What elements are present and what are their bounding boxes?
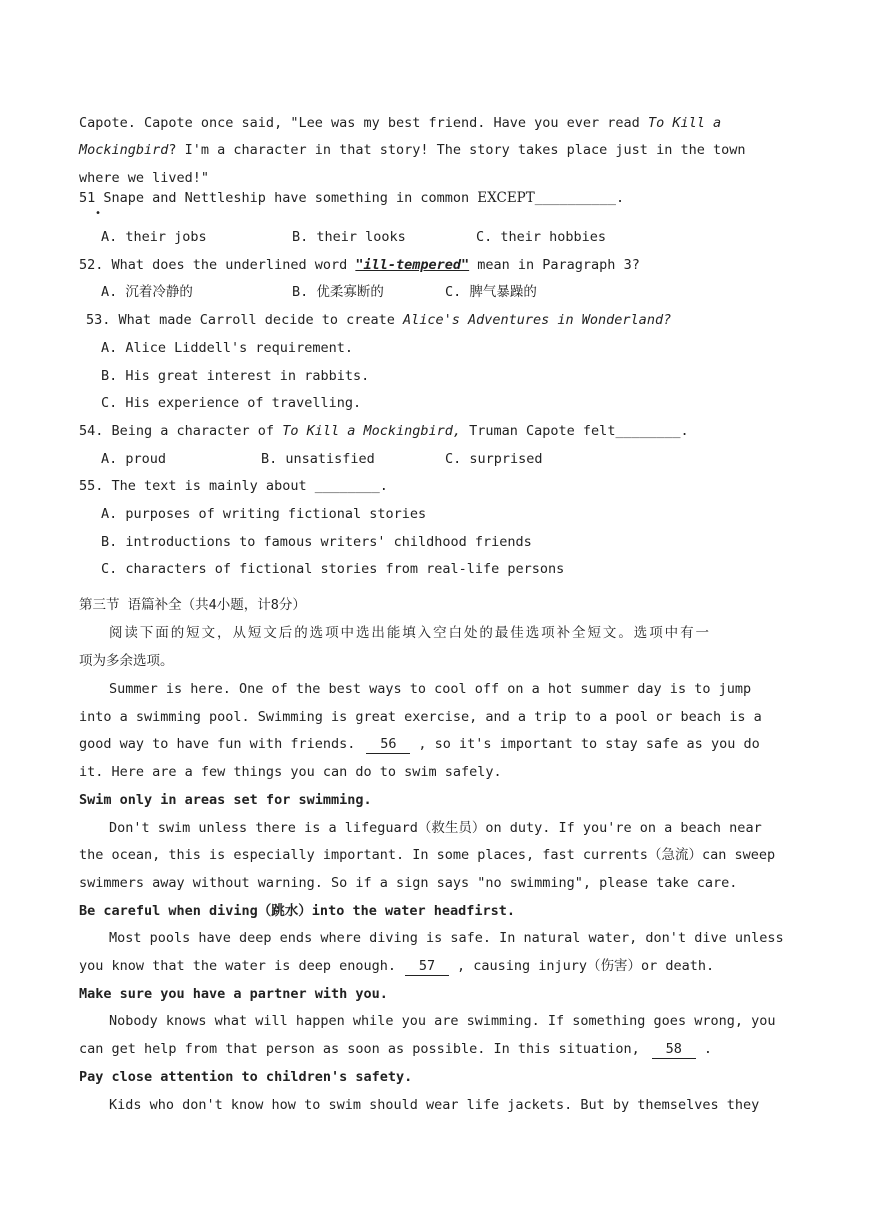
passage-line: Capote. Capote once said, "Lee was my best friend. Have you ever read To Kill a [79, 115, 722, 131]
option-c[interactable]: C. surprised [445, 451, 543, 467]
book-title: To Kill a Mockingbird, [282, 423, 462, 439]
article-line: Nobody knows what will happen while you are swimming. If something goes wrong, you [109, 1013, 776, 1029]
option-c[interactable]: C. their hobbies [476, 229, 607, 245]
blank-57[interactable]: 57 [405, 958, 449, 976]
option-b[interactable]: B. introductions to famous writers' childhood friends [101, 534, 532, 550]
instructions: 阅读下面的短文，从短文后的选项中选出能填入空白处的最佳选项补全短文。选项中有一 [109, 625, 709, 641]
options-54 [101, 449, 731, 469]
option-a[interactable]: A. Alice Liddell's requirement. [101, 340, 353, 356]
book-title: Mockingbird [79, 142, 169, 158]
question-52: 52. What does the underlined word "ill-tempered" mean in Paragraph 3? [79, 257, 640, 273]
dot-mark: • [95, 208, 102, 219]
article-line: Don't swim unless there is a lifeguard（救生员）on duty. If you're on a beach near [109, 820, 762, 836]
book-title: To Kill a [647, 115, 722, 131]
option-c[interactable]: C. 脾气暴躁的 [445, 284, 537, 300]
option-c[interactable]: C. His experience of travelling. [101, 395, 362, 411]
option-a[interactable]: A. 沉着冷静的 [101, 284, 193, 300]
option-a[interactable]: A. their jobs [101, 229, 207, 245]
question-54: 54. Being a character of To Kill a Mockingbird, Truman Capote felt________. [79, 423, 689, 439]
article-line: Kids who don't know how to swim should wear life jackets. But by themselves they [109, 1097, 760, 1113]
instructions: 项为多余选项。 [79, 653, 174, 669]
subheading: Pay close attention to children's safety. [79, 1069, 413, 1085]
blank-56[interactable]: 56 [366, 736, 410, 754]
article-line: good way to have fun with friends. 56 , so it's important to stay safe as you do [79, 736, 760, 752]
blank-58[interactable]: 58 [652, 1041, 696, 1059]
article-line: into a swimming pool. Swimming is great exercise, and a trip to a pool or beach is a [79, 709, 762, 725]
options-52 [101, 282, 731, 302]
article-line: Most pools have deep ends where diving is safe. In natural water, don't dive unless [109, 930, 784, 946]
book-title: Alice's Adventures in Wonderland? [402, 312, 672, 328]
option-a[interactable]: A. purposes of writing fictional stories [101, 506, 427, 522]
options-51 [101, 227, 731, 247]
article-line: you know that the water is deep enough. 57 , causing injury（伤害）or death. [79, 958, 715, 974]
option-b[interactable]: B. His great interest in rabbits. [101, 368, 370, 384]
passage-line: where we lived!" [79, 170, 210, 186]
article-line: can get help from that person as soon as possible. In this situation, 58 . [79, 1041, 712, 1057]
section-heading: 第三节 语篇补全（共4小题，计8分） [79, 597, 306, 613]
option-b[interactable]: B. their looks [292, 229, 406, 245]
option-a[interactable]: A. proud [101, 451, 167, 467]
option-b[interactable]: B. unsatisfied [261, 451, 375, 467]
article-line: Summer is here. One of the best ways to cool off on a hot summer day is to jump [109, 681, 752, 697]
article-line: the ocean, this is especially important. In some places, fast currents（急流）can sweep [79, 847, 776, 863]
option-b[interactable]: B. 优柔寡断的 [292, 284, 384, 300]
keyword: EXCEPT [477, 190, 535, 206]
passage-line: Mockingbird? I'm a character in that story! The story takes place just in the town [79, 142, 746, 158]
option-c[interactable]: C. characters of fictional stories from real-life persons [101, 561, 565, 577]
question-55: 55. The text is mainly about ________. [79, 478, 388, 494]
subheading: Make sure you have a partner with you. [79, 986, 388, 1002]
article-line: swimmers away without warning. So if a sign says "no swimming", please take care. [79, 875, 738, 891]
underlined-word: "ill-tempered" [355, 257, 470, 273]
subheading: Swim only in areas set for swimming. [79, 792, 372, 808]
question-53: 53. What made Carroll decide to create Alice's Adventures in Wonderland? [86, 312, 672, 328]
question-51: 51 Snape and Nettleship have something in common EXCEPT__________. [79, 190, 625, 206]
article-line: it. Here are a few things you can do to swim safely. [79, 764, 502, 780]
subheading: Be careful when diving（跳水）into the water headfirst. [79, 903, 516, 919]
